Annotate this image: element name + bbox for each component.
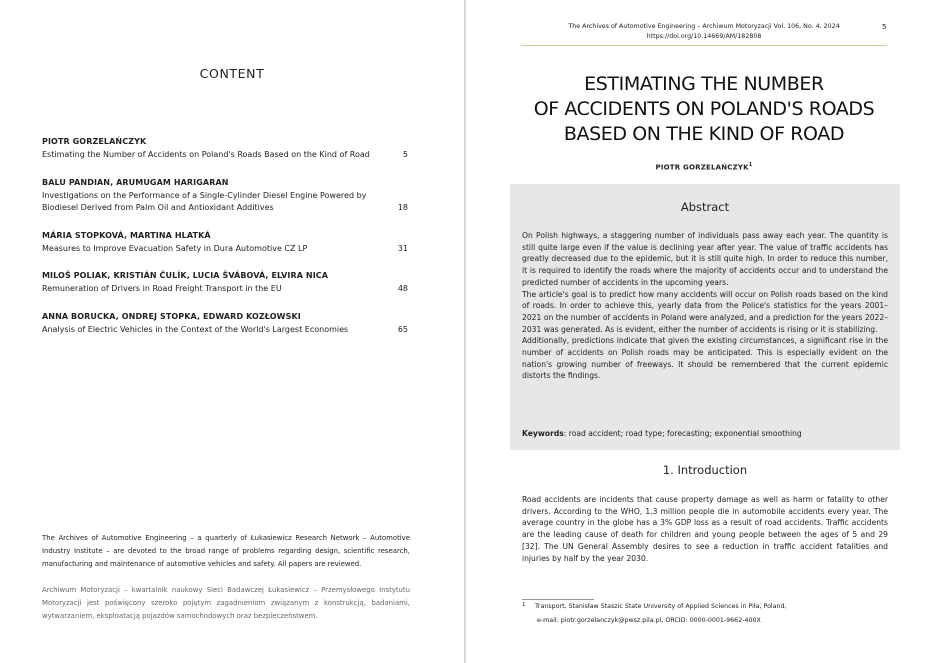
keywords [522, 428, 888, 439]
abstract-paragraph: On Polish highways, a staggering number of individuals pass away each year. The quantity is still quite large even if the value is declining year after year. The value of traffic accidents has greatly decreased due to the epidemic, but it is still quite high. In order to reduce this number, it is required to identify the roads where the majority of accidents occur and to understand the predicted number of accidents in the upcoming years. [522, 231, 888, 287]
abstract-body [522, 230, 888, 382]
toc-entry[interactable] [42, 270, 410, 296]
running-header [521, 22, 887, 42]
table-of-contents [42, 136, 410, 351]
journal-description-polish: Archiwum Motoryzacji – kwartalnik naukowy Sieci Badawczej Łukasiewicz – Przemysłowego Instytutu Motoryzacji jest poświęcony szeroko pojętym zagadnieniom związanym z konstrukcją, badaniami, wytwarzaniem, eksploatacją pojazdów samochodowych oraz bezpieczeństwem. [42, 586, 410, 620]
toc-entry-authors: BALU PANDIAN, ARUMUGAM HARIGARAN [42, 177, 229, 187]
footnote-contact: e-mail: piotr.gorzelanczyk@pwsz.pila.pl, ORCID: 0000-0001-9662-400X [537, 616, 761, 624]
title-line: BASED ON THE KIND OF ROAD [563, 123, 845, 145]
toc-entry[interactable] [42, 136, 410, 162]
toc-entry-title: Investigations on the Performance of a Single-Cylinder Diesel Engine Powered by Biodiesel Derived from Palm Oil and Antioxidant Additives [42, 190, 367, 212]
toc-entry-authors: PIOTR GORZELAŃCZYK [42, 137, 147, 146]
abstract-paragraph: The article's goal is to predict how many accidents will occur on Polish roads based on the kind of roads. In order to achieve this, yearly data from the Police's statistics for the years 2001–2021 on the number of accidents in Poland were analyzed, and a prediction for the years 2022–2031 was generated. As is evident, either the number of accidents is rising or it is stabilizing. [522, 289, 888, 334]
abstract-paragraph: Additionally, predictions indicate that given the existing circumstances, a significant rise in the number of accidents on Polish roads may be anticipated. This is especially evident on the nation's growing number of freeways. It should be remembered that the current epidemic distorts the findings. [522, 336, 888, 381]
toc-entry-page: 18 [397, 203, 408, 212]
toc-entry-page: 5 [402, 150, 408, 159]
toc-entry-page: 31 [397, 243, 408, 253]
article-author [496, 162, 912, 171]
abstract-box [510, 184, 900, 450]
footnote-affiliation: Transport, Stanisław Staszic State University of Applied Sciences in Piła, Poland, [535, 603, 787, 610]
content-heading: CONTENT [199, 66, 265, 81]
keywords-text: : road accident; road type; forecasting; exponential smoothing [563, 429, 802, 438]
toc-entry-page: 65 [397, 324, 408, 334]
journal-line: The Archives of Automotive Engineering – Archiwum Motoryzacji Vol. 106, No. 4, 2024 [568, 23, 840, 30]
toc-entry-authors: MÁRIA STOPKOVÁ, MARTINA HLATKÁ [42, 230, 211, 240]
toc-entry-title: Measures to Improve Evacuation Safety in Dura Automotive CZ LP [42, 243, 308, 253]
article-title [496, 72, 912, 147]
title-line: ESTIMATING THE NUMBER [584, 73, 824, 95]
introduction-heading: 1. Introduction [662, 463, 748, 477]
toc-entry-title: Analysis of Electric Vehicles in the Context of the World's Largest Economies [42, 324, 349, 334]
page-number: 5 [882, 23, 887, 31]
author-footnote-mark: 1 [748, 162, 753, 168]
footnote-mark: 1 [522, 602, 526, 608]
toc-entry[interactable] [42, 311, 410, 337]
right-page [466, 0, 930, 663]
author-name: PIOTR GORZELAŃCZYK [655, 163, 749, 172]
abstract-heading: Abstract [680, 200, 730, 214]
toc-entry[interactable] [42, 230, 410, 256]
header-divider [521, 45, 887, 46]
toc-entry-authors: MILOŠ POLIAK, KRISTIÁN ČULÍK, LUCIA ŠVÁBOVÁ, ELVIRA NICA [42, 271, 329, 280]
left-page [0, 0, 464, 663]
introduction-text: Road accidents are incidents that cause property damage as well as harm or fatality to other drivers. According to the WHO, 1.3 million people die in automobile accidents every year. The average country in the globe has a 3% GDP loss as a result of road accidents. Traffic accidents are the leading cause of death for children and young people between the ages of 5 and 29 [32]. The UN General Assembly desires to see a reduction in traffic accident fatalities and injuries by half by the year 2030. [522, 495, 888, 563]
toc-entry-page: 48 [397, 284, 408, 293]
toc-entry-authors: ANNA BORUCKA, ONDREJ STOPKA, EDWARD KOZŁOWSKI [42, 311, 301, 321]
toc-entry[interactable] [42, 177, 410, 215]
toc-entry-title: Estimating the Number of Accidents on Poland's Roads Based on the Kind of Road [42, 150, 370, 159]
journal-description-english: The Archives of Automotive Engineering – a quarterly of Łukasiewicz Research Network – Automotive Industry Institute – are devoted to the broad range of problems regarding design, scientific research, manufacturing and maintenance of automotive vehicles and safety. All papers are reviewed. [42, 534, 410, 568]
toc-entry-title: Remuneration of Drivers in Road Freight Transport in the EU [42, 284, 282, 293]
keywords-label: Keywords [522, 429, 564, 438]
footnote [522, 600, 892, 627]
title-line: OF ACCIDENTS ON POLAND'S ROADS [533, 98, 875, 120]
doi-link[interactable]: https://doi.org/10.14669/AM/182808 [646, 33, 762, 40]
